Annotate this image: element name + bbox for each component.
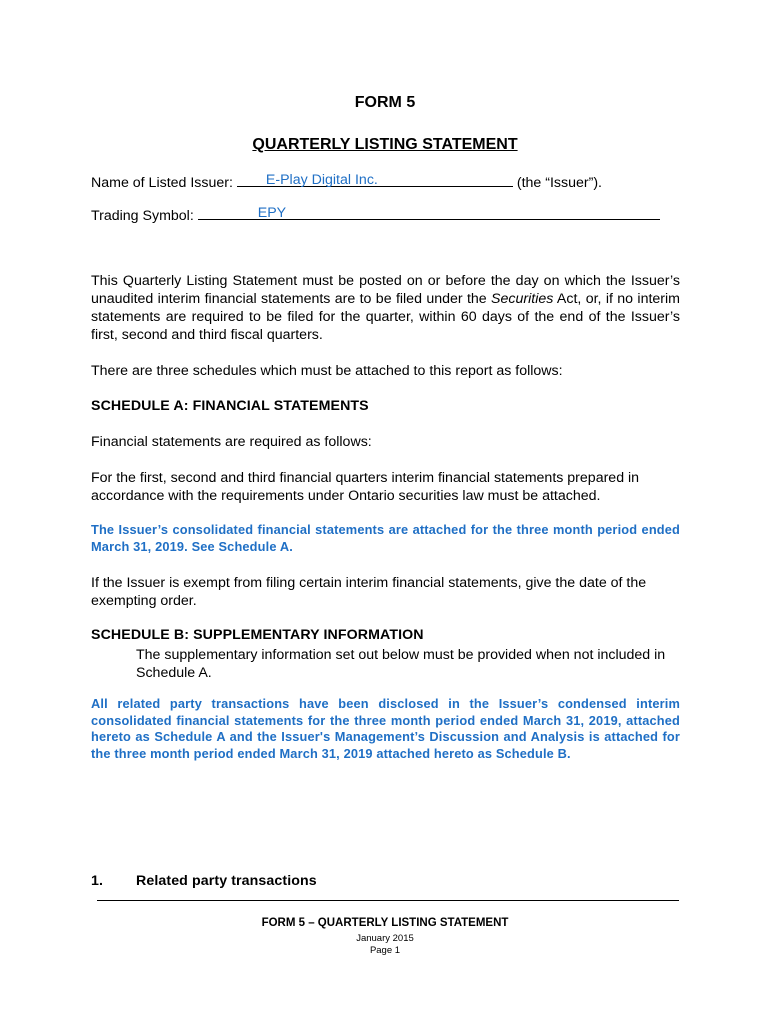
intro-text-2: Act, or, if no interim statements are required to be filed for the quarter, within 60 days of the end of the Issuer’s first, second and third fiscal quarters.	[91, 291, 680, 343]
issuer-label: Name of Listed Issuer:	[91, 175, 233, 191]
schedule-b-note: All related party transactions have been disclosed in the Issuer’s condensed interim consolidated financial statements for the three month period ended March 31, 2019, attached hereto as Schedule A and the Issuer's Management’s Discussion and Analysis is attached for the three month period ended March 31, 2019 attached hereto as Schedule B.	[91, 696, 680, 761]
intro-paragraph	[91, 272, 680, 344]
footer-divider	[97, 900, 679, 901]
issuer-suffix: (the “Issuer”).	[516, 175, 602, 191]
footer-title: FORM 5 – QUARTERLY LISTING STATEMENT	[261, 917, 509, 929]
schedules-intro: There are three schedules which must be attached to this report as follows:	[91, 363, 563, 379]
form-number: FORM 5	[354, 94, 416, 111]
symbol-input[interactable]	[198, 205, 660, 220]
symbol-label: Trading Symbol:	[91, 208, 194, 224]
section-1-number: 1.	[91, 873, 104, 889]
schedule-a-p2: For the first, second and third financial quarters interim financial statements prepared in accordance with the requirements under Ontario securities law must be attached.	[91, 470, 640, 504]
schedule-b-p1: The supplementary information set out below must be provided when not included in Schedule A.	[136, 647, 666, 681]
schedule-b-heading: SCHEDULE B: SUPPLEMENTARY INFORMATION	[91, 627, 424, 643]
schedule-a-p1: Financial statements are required as follows:	[91, 434, 372, 450]
intro-italic-securities: Securities	[491, 291, 554, 307]
section-1-title: Related party transactions	[136, 873, 317, 889]
issuer-value: E-Play Digital Inc.	[265, 172, 378, 188]
intro-text-1: This Quarterly Listing Statement must be posted on or before the day on which the Issuer’s unaudited interim financial statements are to be filed under the	[91, 273, 680, 307]
issuer-input[interactable]	[237, 172, 513, 187]
schedule-a-p3: If the Issuer is exempt from filing certain interim financial statements, give the date of the exempting order.	[91, 575, 647, 609]
footer-page-number: Page 1	[369, 945, 401, 956]
schedule-a-heading: SCHEDULE A: FINANCIAL STATEMENTS	[91, 398, 369, 414]
footer-date: January 2015	[356, 933, 414, 944]
symbol-value: EPY	[257, 205, 287, 221]
symbol-field-row	[91, 205, 660, 225]
form-title: QUARTERLY LISTING STATEMENT	[252, 136, 518, 153]
schedule-a-note: The Issuer’s consolidated financial statements are attached for the three month period ended March 31, 2019. See Schedule A.	[91, 522, 680, 554]
issuer-field-row	[91, 172, 602, 192]
